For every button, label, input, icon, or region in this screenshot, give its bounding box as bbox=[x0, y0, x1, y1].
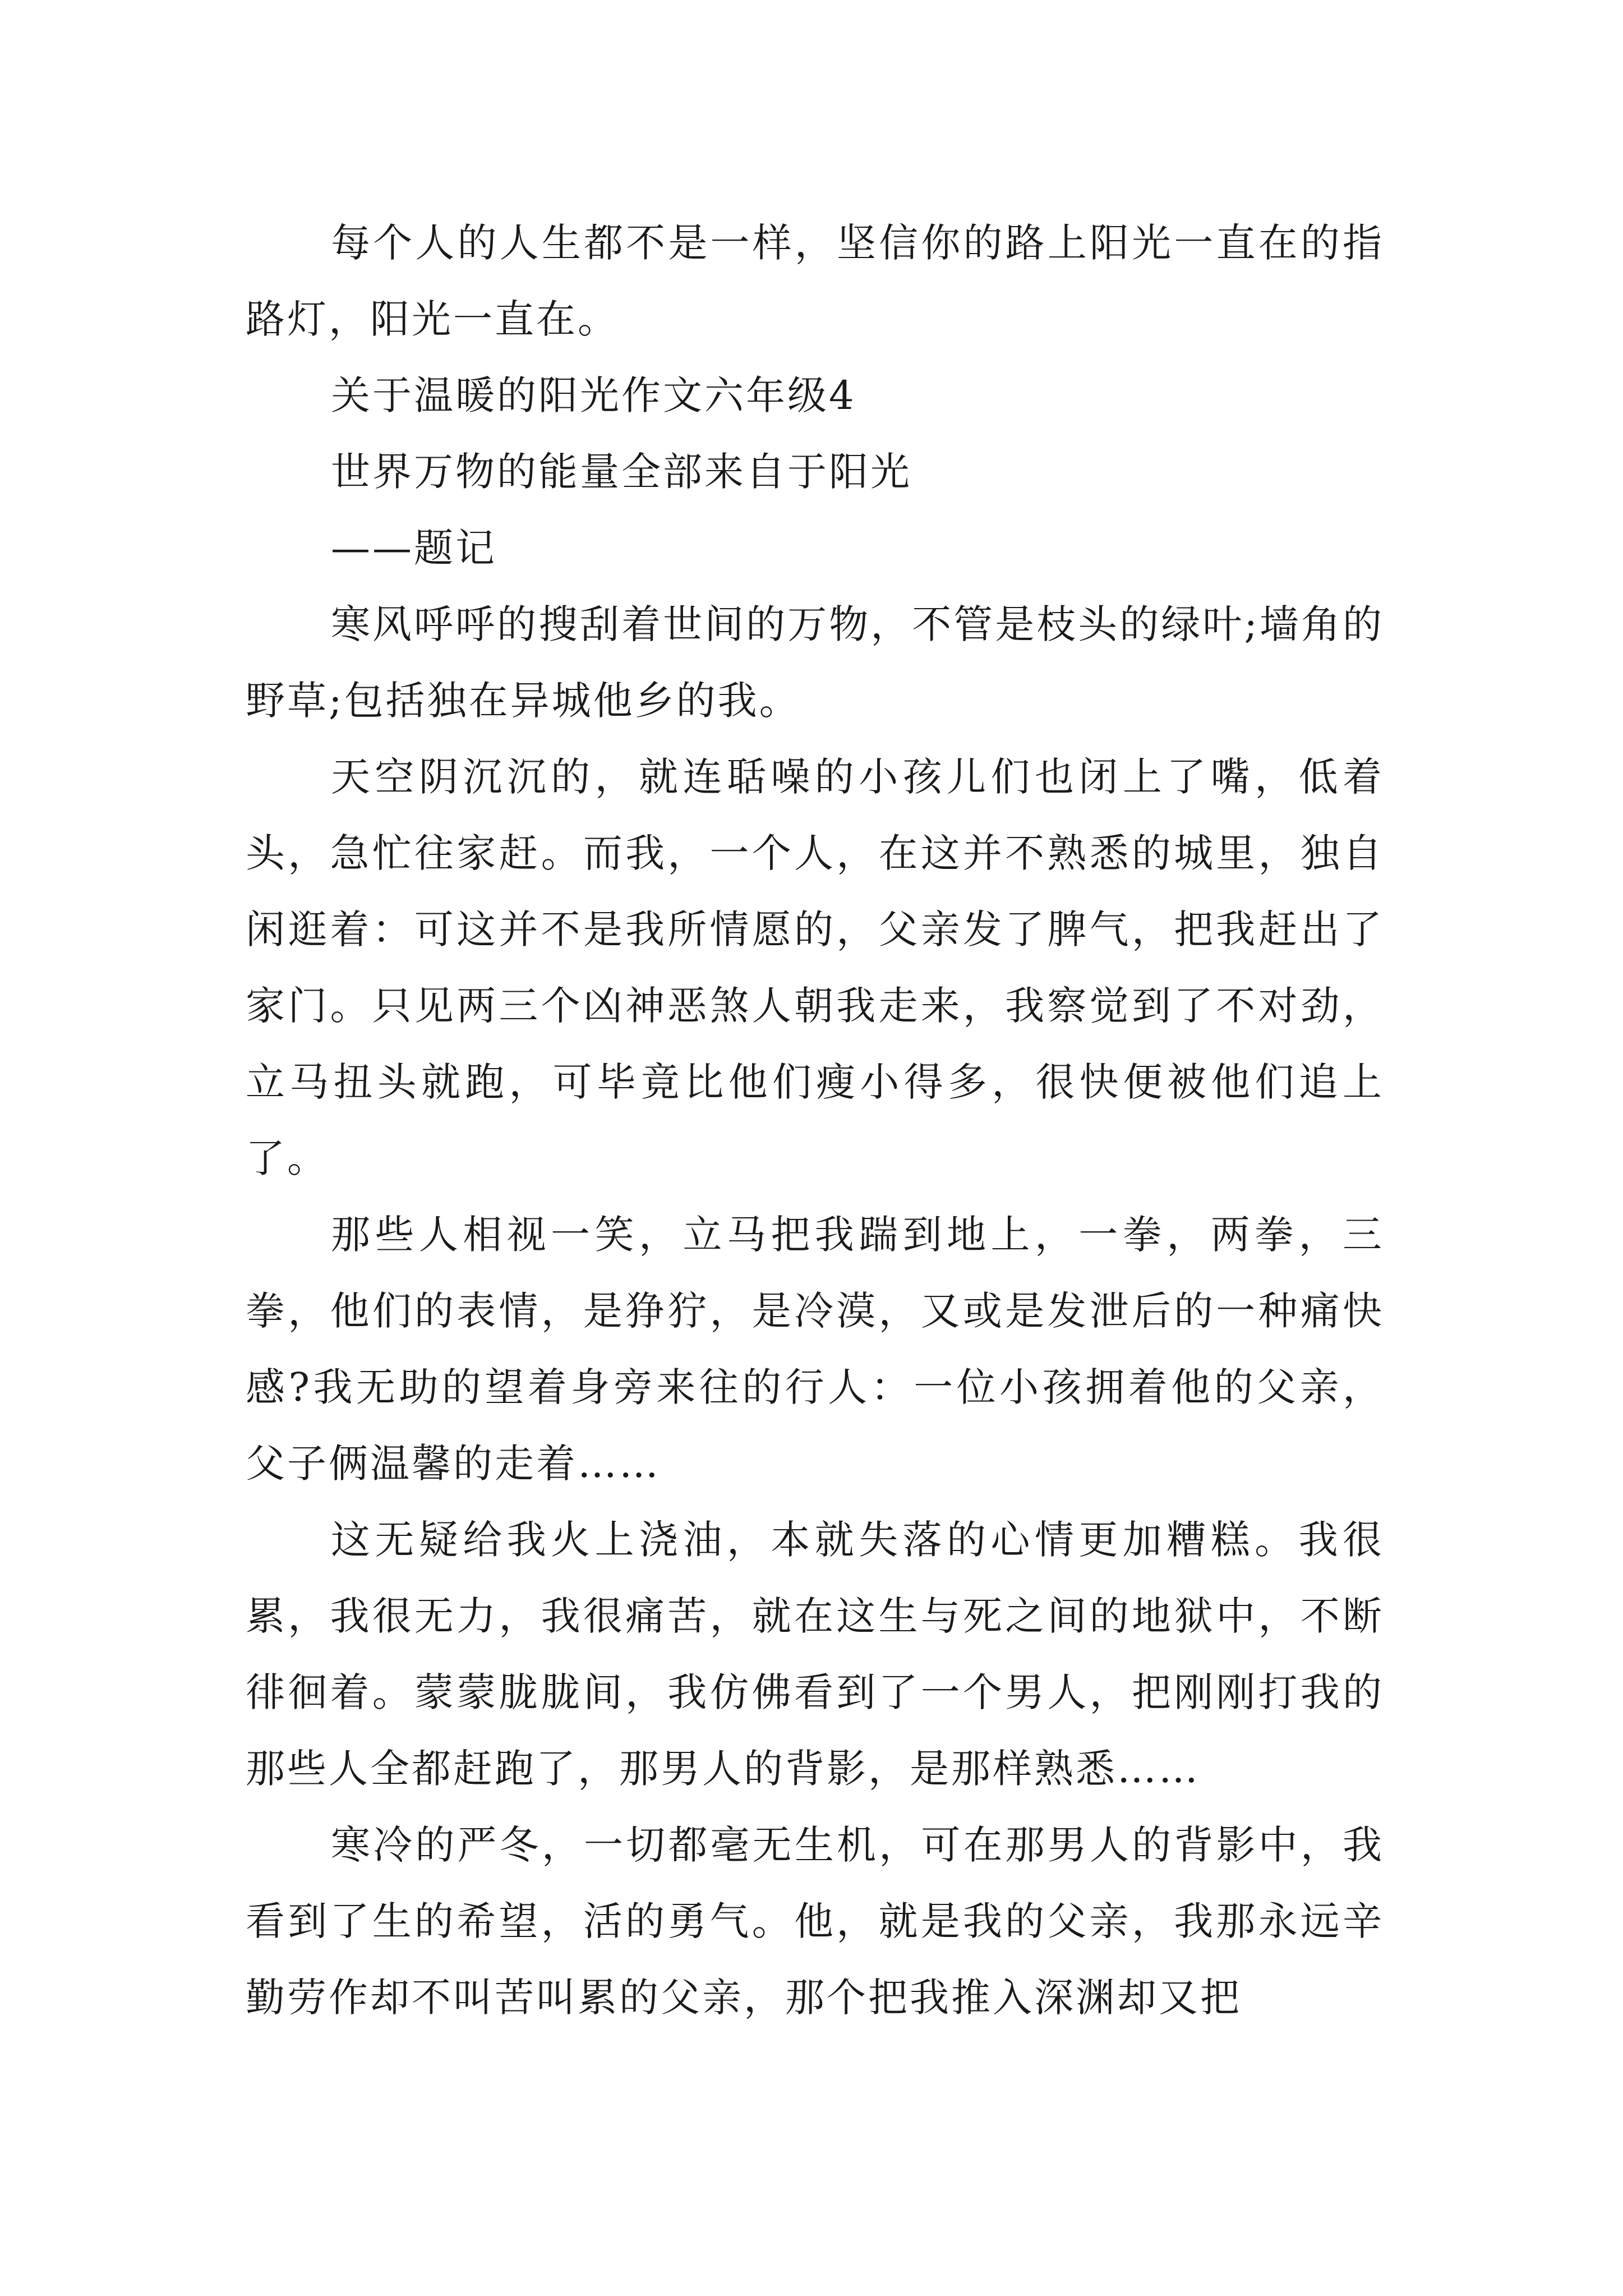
paragraph: 那些人相视一笑，立马把我踹到地上，一拳，两拳，三拳，他们的表情，是狰狞，是冷漠，又或是发泄后的一种痛快感?我无助的望着身旁来往的行人：一位小孩拥着他的父亲，父子俩温馨的走着…… bbox=[246, 1212, 1384, 1487]
document-body bbox=[246, 205, 1384, 2036]
epigraph-attribution: ——题记 bbox=[331, 525, 497, 571]
paragraph: 寒冷的严冬，一切都毫无生机，可在那男人的背影中，我看到了生的希望，活的勇气。他，就是我的父亲，我那永远辛勤劳作却不叫苦叫累的父亲，那个把我推入深渊却又把 bbox=[246, 1822, 1384, 2021]
paragraph: 天空阴沉沉的，就连聒噪的小孩儿们也闭上了嘴，低着头，急忙往家赶。而我，一个人，在这并不熟悉的城里，独自闲逛着：可这并不是我所情愿的，父亲发了脾气，把我赶出了家门。只见两三个凶神恶煞人朝我走来，我察觉到了不对劲，立马扭头就跑，可毕竟比他们瘦小得多，很快便被他们追上了。 bbox=[246, 754, 1384, 1181]
paragraph-intro-closing: 每个人的人生都不是一样，坚信你的路上阳光一直在的指路灯，阳光一直在。 bbox=[246, 220, 1384, 342]
paragraph: 这无疑给我火上浇油，本就失落的心情更加糟糕。我很累，我很无力，我很痛苦，就在这生与死之间的地狱中，不断徘徊着。蒙蒙胧胧间，我仿佛看到了一个男人，把刚刚打我的那些人全都赶跑了，那男人的背影，是那样熟悉…… bbox=[246, 1517, 1384, 1792]
essay-title: 关于温暖的阳光作文六年级4 bbox=[331, 372, 856, 418]
paragraph: 寒风呼呼的搜刮着世间的万物，不管是枝头的绿叶;墙角的野草;包括独在异城他乡的我。 bbox=[246, 601, 1384, 724]
epigraph: 世界万物的能量全部来自于阳光 bbox=[331, 449, 912, 495]
